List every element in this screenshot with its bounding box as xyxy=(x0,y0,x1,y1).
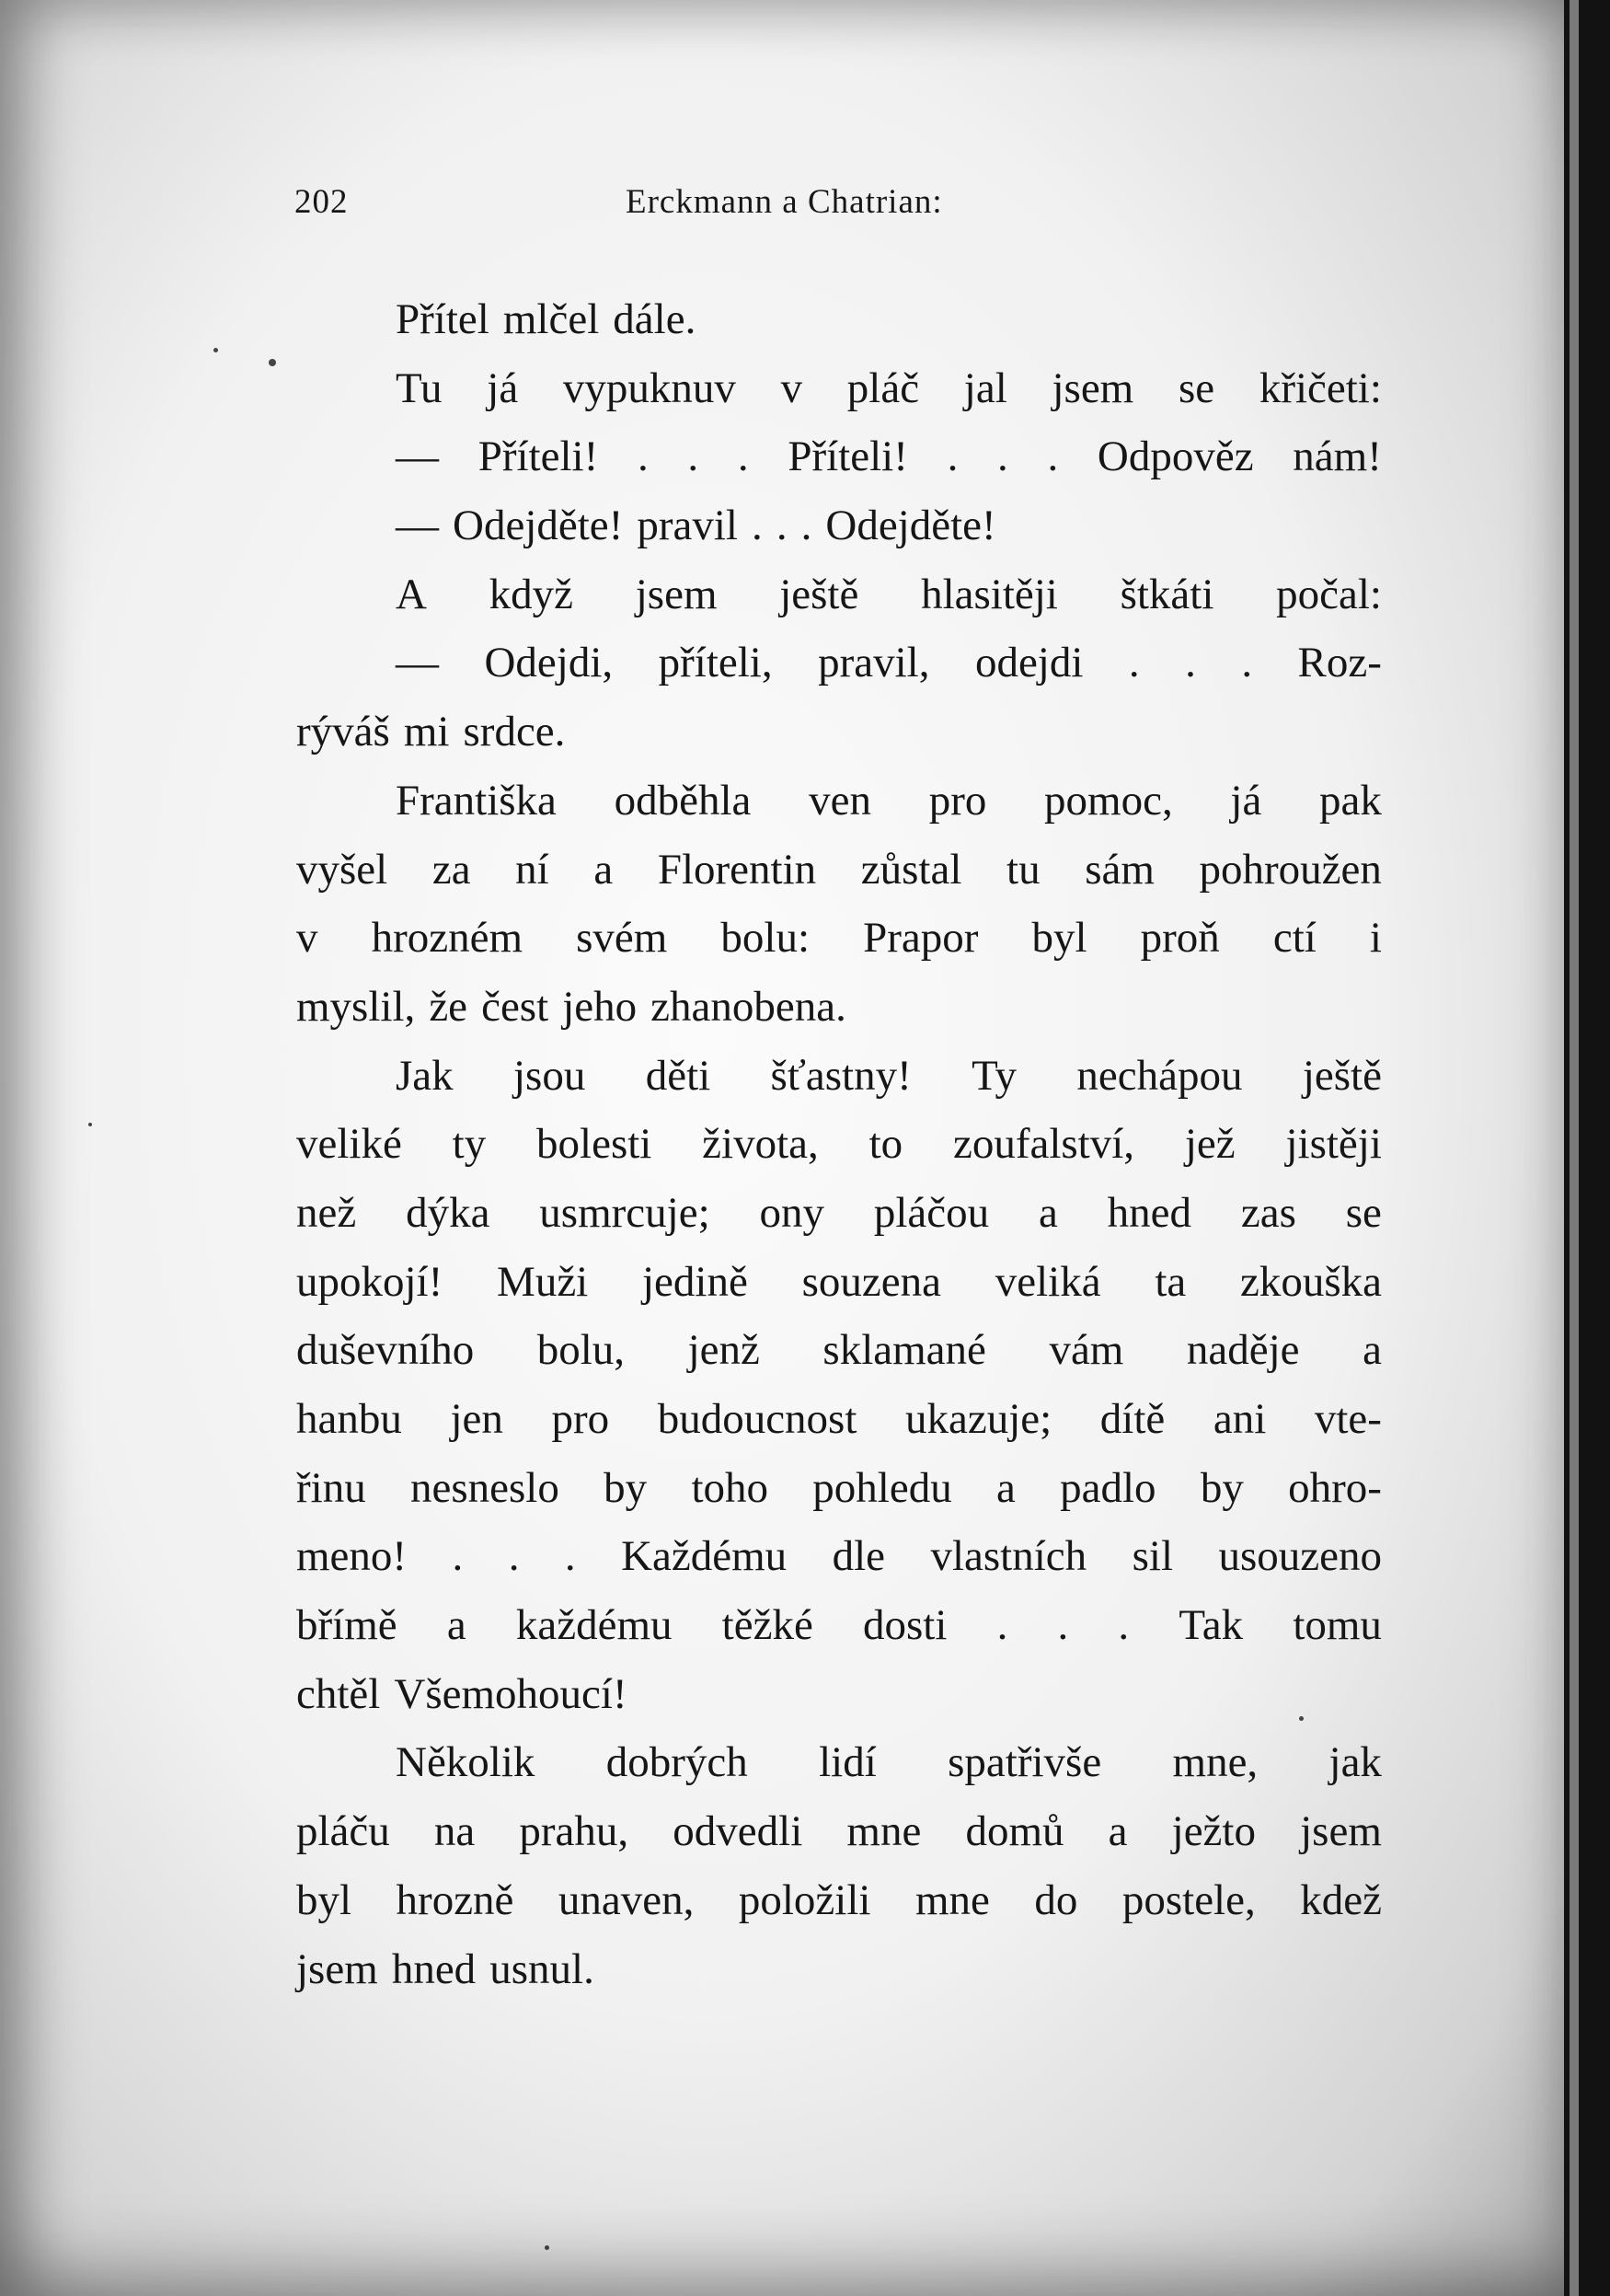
word: budoucnost xyxy=(657,1395,857,1443)
word: odvedli xyxy=(673,1807,803,1856)
word: dle xyxy=(832,1532,886,1581)
word: křičeti: xyxy=(1259,363,1382,412)
word: kdež xyxy=(1300,1875,1382,1924)
text-line xyxy=(296,422,1382,491)
word: by xyxy=(1200,1463,1244,1512)
text-line xyxy=(296,1316,1382,1385)
word: a xyxy=(446,1601,466,1650)
word: . xyxy=(1057,1601,1069,1650)
word: meno! xyxy=(296,1532,408,1581)
word: ní xyxy=(515,845,549,894)
word: domů xyxy=(965,1807,1064,1856)
text-line xyxy=(296,1385,1382,1454)
word: Prapor xyxy=(863,914,979,963)
word: Jak xyxy=(396,1051,454,1100)
word: Odejděte! xyxy=(825,502,996,550)
word: . xyxy=(752,502,763,550)
word: spatřivše xyxy=(948,1738,1102,1787)
body-text xyxy=(296,285,1382,2003)
word: jen xyxy=(450,1395,503,1443)
running-head: Erckmann a Chatrian: xyxy=(626,183,943,221)
word: Tak xyxy=(1179,1601,1244,1650)
word: vám xyxy=(1049,1326,1124,1375)
word: . xyxy=(1128,639,1140,687)
word: jež xyxy=(1184,1120,1236,1169)
word: vyšel xyxy=(296,845,388,894)
paper-speck xyxy=(545,2245,549,2250)
word: tu xyxy=(1006,845,1041,894)
word: příteli, xyxy=(658,639,773,687)
word: pomoc, xyxy=(1044,776,1173,825)
word: . xyxy=(452,1532,464,1581)
word: břímě xyxy=(296,1601,397,1650)
word: vlastních xyxy=(930,1532,1087,1581)
word: a xyxy=(995,1463,1016,1512)
word: Několik xyxy=(396,1738,535,1787)
word: jsem xyxy=(1052,363,1134,412)
word: zhanobena. xyxy=(650,982,846,1031)
word: štkáti xyxy=(1120,570,1214,618)
text-line xyxy=(296,1728,1382,1797)
text-line xyxy=(296,1797,1382,1866)
word: se xyxy=(1345,1188,1382,1237)
word: ježto xyxy=(1171,1807,1256,1856)
word: . xyxy=(637,433,649,481)
word: na xyxy=(433,1807,476,1856)
word: . xyxy=(687,433,699,481)
paper-speck xyxy=(269,359,276,366)
word: . xyxy=(1047,433,1059,481)
word: . xyxy=(737,433,749,481)
text-line xyxy=(296,354,1382,423)
word: pravil, xyxy=(818,639,930,687)
word: Odejdi, xyxy=(484,639,614,687)
word: ukazuje; xyxy=(904,1395,1052,1443)
text-line xyxy=(296,1935,1382,2004)
word: . xyxy=(800,502,812,550)
word: nesneslo xyxy=(410,1463,559,1512)
text-line xyxy=(296,1110,1382,1179)
word: hned xyxy=(391,1944,477,1993)
word: dobrých xyxy=(605,1738,748,1787)
word: Tu xyxy=(396,363,443,412)
word: položili xyxy=(738,1875,871,1924)
word: . xyxy=(1185,639,1196,687)
word: vte- xyxy=(1314,1395,1382,1443)
word: za xyxy=(431,845,471,894)
word: bolu, xyxy=(536,1326,626,1375)
word: děti xyxy=(645,1051,711,1100)
word: ohro- xyxy=(1288,1463,1382,1512)
word: rýváš xyxy=(296,708,390,756)
word: ty xyxy=(452,1120,487,1169)
word: byl xyxy=(1031,914,1087,963)
word: . xyxy=(997,433,1008,481)
word: postele, xyxy=(1121,1875,1256,1924)
text-line xyxy=(296,1042,1382,1111)
word: veliká xyxy=(995,1257,1101,1306)
word: Příteli! xyxy=(477,433,599,481)
text-line xyxy=(296,285,1382,354)
word: — xyxy=(396,639,439,687)
word: a xyxy=(1363,1326,1382,1375)
word: . xyxy=(1118,1601,1130,1650)
word: ony xyxy=(759,1188,824,1237)
paper-speck xyxy=(213,348,218,352)
word: hanbu xyxy=(296,1395,402,1443)
text-line xyxy=(296,1248,1382,1317)
word: veliké xyxy=(296,1120,402,1169)
word: to xyxy=(868,1120,903,1169)
word: . xyxy=(776,502,788,550)
word: nechápou xyxy=(1076,1051,1243,1100)
word: upokojí! xyxy=(296,1257,443,1306)
word: — xyxy=(396,502,439,550)
word: lidí xyxy=(819,1738,877,1787)
text-line xyxy=(296,1660,1382,1729)
word: usmrcuje; xyxy=(539,1188,710,1237)
word: Odejděte! xyxy=(453,502,624,550)
word: pravil xyxy=(637,502,738,550)
word: života, xyxy=(702,1120,819,1169)
word: pro xyxy=(928,776,987,825)
word: jedině xyxy=(642,1257,748,1306)
word: já xyxy=(487,363,519,412)
word: srdce. xyxy=(463,708,566,756)
word: A xyxy=(396,570,427,618)
text-line xyxy=(296,698,1382,767)
word: šťastny! xyxy=(770,1051,912,1100)
word: pláčou xyxy=(873,1188,990,1237)
word: jistěji xyxy=(1285,1120,1382,1169)
text-line xyxy=(296,1179,1382,1248)
word: Odpověz xyxy=(1097,433,1254,481)
word: ani xyxy=(1213,1395,1267,1443)
word: ven xyxy=(809,776,871,825)
text-line xyxy=(296,1454,1382,1523)
word: Roz- xyxy=(1297,639,1382,687)
word: že xyxy=(429,982,468,1031)
word: — xyxy=(396,433,439,481)
word: a xyxy=(1038,1188,1058,1237)
word: . xyxy=(564,1532,576,1581)
text-line xyxy=(296,560,1382,629)
word: toho xyxy=(691,1463,768,1512)
paper-speck xyxy=(1299,1716,1304,1721)
word: pláču xyxy=(296,1807,390,1856)
word: pro xyxy=(551,1395,610,1443)
word: jsou xyxy=(513,1051,586,1100)
word: každému xyxy=(515,1601,673,1650)
word: jak xyxy=(1328,1738,1382,1787)
word: pohroužen xyxy=(1199,845,1382,894)
word: bolu: xyxy=(720,914,811,963)
word: naděje xyxy=(1186,1326,1300,1375)
word: mi xyxy=(403,708,450,756)
word: padlo xyxy=(1060,1463,1156,1512)
page-header xyxy=(294,182,1426,225)
word: jeho xyxy=(562,982,638,1031)
word: zas xyxy=(1240,1188,1296,1237)
word: dýka xyxy=(406,1188,490,1237)
word: Muži xyxy=(497,1257,589,1306)
word: unaven, xyxy=(558,1875,695,1924)
word: zoufalství, xyxy=(952,1120,1135,1169)
word: proň xyxy=(1140,914,1220,963)
word: než xyxy=(296,1188,357,1237)
text-line xyxy=(296,973,1382,1042)
word: chtěl xyxy=(296,1669,381,1718)
word: když xyxy=(489,570,574,618)
word: sklamané xyxy=(822,1326,986,1375)
word: odběhla xyxy=(614,776,752,825)
word: souzena xyxy=(801,1257,941,1306)
word: . xyxy=(996,1601,1008,1650)
word: jsem xyxy=(296,1944,378,1993)
word: prahu, xyxy=(519,1807,629,1856)
page-edge-shadow xyxy=(1564,0,1610,2296)
word: usnul. xyxy=(489,1944,594,1993)
word: myslil, xyxy=(296,982,416,1031)
word: Každému xyxy=(621,1532,788,1581)
word: svém xyxy=(576,914,668,963)
word: jenž xyxy=(687,1326,760,1375)
word: a xyxy=(1108,1807,1128,1856)
text-line xyxy=(296,629,1382,698)
word: jsem xyxy=(635,570,718,618)
word: mne, xyxy=(1172,1738,1259,1787)
word: Florentin xyxy=(657,845,817,894)
word: bolesti xyxy=(536,1120,652,1169)
word: hlasitěji xyxy=(921,570,1058,618)
word: Všemohoucí! xyxy=(394,1669,627,1718)
word: usouzeno xyxy=(1218,1532,1382,1581)
word: pohledu xyxy=(812,1463,952,1512)
word: ještě xyxy=(1302,1051,1382,1100)
text-line xyxy=(296,767,1382,836)
word: dále. xyxy=(613,295,696,343)
text-line xyxy=(296,491,1382,560)
word: Ty xyxy=(972,1051,1018,1100)
word: Přítel xyxy=(396,295,489,343)
word: v xyxy=(296,914,318,963)
word: čest xyxy=(481,982,549,1031)
word: dítě xyxy=(1099,1395,1166,1443)
word: sám xyxy=(1085,845,1155,894)
word: Františka xyxy=(396,776,557,825)
text-line xyxy=(296,1591,1382,1660)
word: v xyxy=(780,363,803,412)
word: ctí xyxy=(1272,914,1317,963)
word: Příteli! xyxy=(788,433,908,481)
word: mne xyxy=(914,1875,990,1924)
text-line xyxy=(296,1522,1382,1591)
word: hrozném xyxy=(371,914,523,963)
word: i xyxy=(1369,914,1382,963)
word: nám! xyxy=(1293,433,1382,481)
word: mne xyxy=(846,1807,922,1856)
word: . xyxy=(1241,639,1253,687)
paper-speck xyxy=(88,1123,92,1126)
word: dosti xyxy=(862,1601,948,1650)
word: byl xyxy=(296,1875,352,1924)
word: mlčel xyxy=(502,295,600,343)
word: hrozně xyxy=(396,1875,514,1924)
text-line xyxy=(296,836,1382,905)
text-line xyxy=(296,1866,1382,1935)
word: duševního xyxy=(296,1326,475,1375)
word: pak xyxy=(1319,776,1382,825)
word: tomu xyxy=(1293,1601,1382,1650)
word: do xyxy=(1034,1875,1078,1924)
word: . xyxy=(947,433,959,481)
word: jal xyxy=(963,363,1007,412)
word: sil xyxy=(1132,1532,1174,1581)
word: vypuknuv xyxy=(562,363,736,412)
page-number: 202 xyxy=(294,183,349,221)
word: jsem xyxy=(1300,1807,1382,1856)
word: hned xyxy=(1107,1188,1192,1237)
word: těžké xyxy=(721,1601,813,1650)
word: ta xyxy=(1155,1257,1187,1306)
word: já xyxy=(1230,776,1262,825)
word: zkouška xyxy=(1239,1257,1382,1306)
word: a xyxy=(593,845,614,894)
text-line xyxy=(296,904,1382,973)
word: se xyxy=(1178,363,1215,412)
word: odejdi xyxy=(974,639,1084,687)
word: počal: xyxy=(1276,570,1382,618)
word: ještě xyxy=(779,570,859,618)
word: řinu xyxy=(296,1463,366,1512)
word: by xyxy=(604,1463,648,1512)
word: zůstal xyxy=(860,845,962,894)
word: pláč xyxy=(846,363,920,412)
word: . xyxy=(508,1532,520,1581)
